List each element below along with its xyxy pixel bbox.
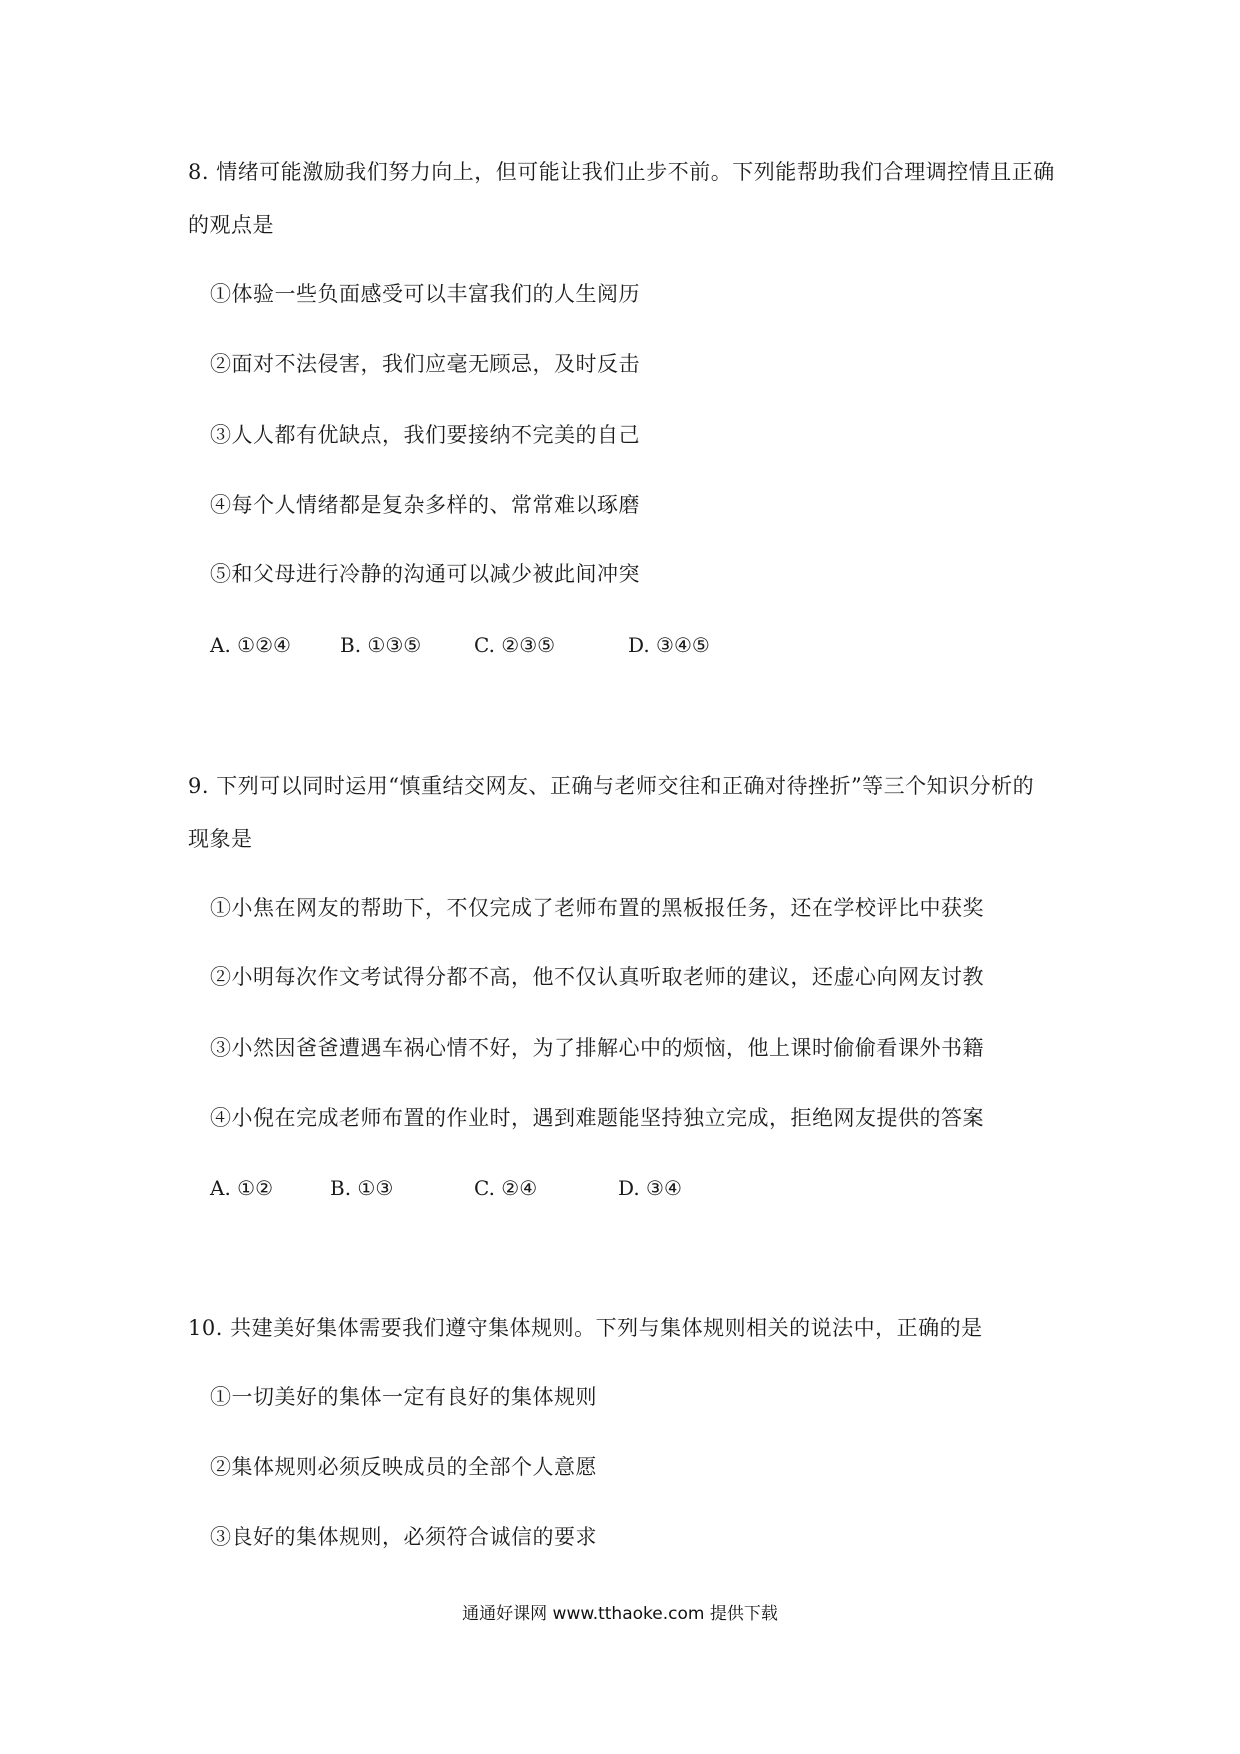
question-9-choice-c: C. ②④ [474,1176,538,1200]
question-8-option-5: ⑤和父母进行冷静的沟通可以减少被此间冲突 [210,562,640,586]
question-8-choice-a: A. ①②④ [210,633,291,657]
question-8-option-3: ③人人都有优缺点，我们要接纳不完美的自己 [210,423,640,447]
question-10-option-3: ③良好的集体规则，必须符合诚信的要求 [210,1525,597,1549]
question-9-option-3: ③小然因爸爸遭遇车祸心情不好，为了排解心中的烦恼，他上课时偷偷看课外书籍 [210,1036,984,1060]
question-9-stem-line-1: 9. 下列可以同时运用“慎重结交网友、正确与老师交往和正确对待挫折”等三个知识分析的 [188,774,1035,798]
question-9-stem-line-2: 现象是 [188,827,253,851]
question-9-option-2: ②小明每次作文考试得分都不高，他不仅认真听取老师的建议，还虚心向网友讨教 [210,965,984,989]
question-10-stem-line-1: 10. 共建美好集体需要我们遵守集体规则。下列与集体规则相关的说法中，正确的是 [188,1316,983,1340]
question-9-option-1: ①小焦在网友的帮助下，不仅完成了老师布置的黑板报任务，还在学校评比中获奖 [210,896,984,920]
question-8-option-4: ④每个人情绪都是复杂多样的、常常难以琢磨 [210,493,640,517]
question-8-choice-d: D. ③④⑤ [628,633,710,657]
page-footer: 通通好课网 www.tthaoke.com 提供下载 [462,1604,778,1624]
question-8-choice-b: B. ①③⑤ [340,633,422,657]
question-8-stem-line-2: 的观点是 [188,213,274,237]
question-10-option-2: ②集体规则必须反映成员的全部个人意愿 [210,1455,597,1479]
question-9-choice-d: D. ③④ [618,1176,682,1200]
question-9-option-4: ④小倪在完成老师布置的作业时，遇到难题能坚持独立完成，拒绝网友提供的答案 [210,1106,984,1130]
question-8-option-2: ②面对不法侵害，我们应毫无顾忌，及时反击 [210,352,640,376]
question-8-choice-c: C. ②③⑤ [474,633,556,657]
question-9-choice-a: A. ①② [210,1176,274,1200]
question-8-stem-line-1: 8. 情绪可能激励我们努力向上，但可能让我们止步不前。下列能帮助我们合理调控情且正确 [188,160,1055,184]
question-8-option-1: ①体验一些负面感受可以丰富我们的人生阅历 [210,282,640,306]
question-10-option-1: ①一切美好的集体一定有良好的集体规则 [210,1385,597,1409]
question-9-choice-b: B. ①③ [330,1176,394,1200]
